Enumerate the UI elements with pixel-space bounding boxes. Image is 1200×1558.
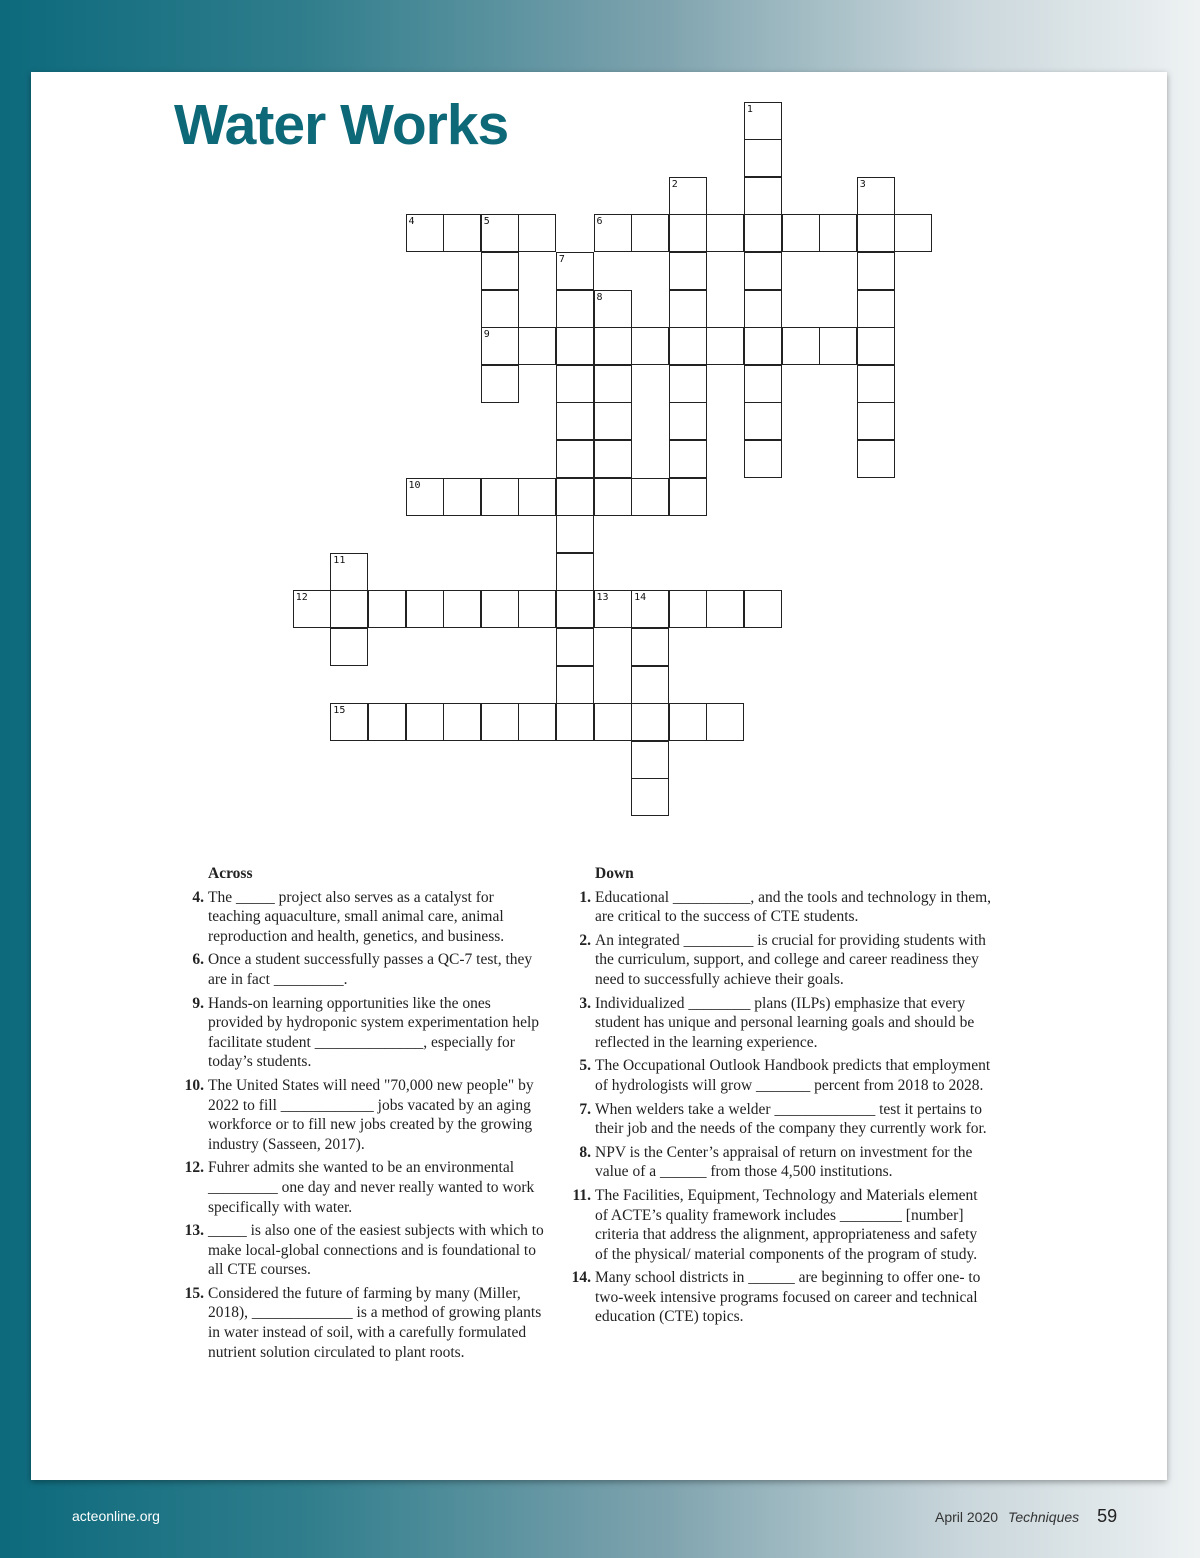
cell-number: 12 [295, 592, 308, 604]
cell-number: 4 [408, 216, 415, 228]
clue-item [562, 1268, 992, 1327]
clue-text: Individualized ________ plans (ILPs) emphasize that every student has unique and personal learning goals and should be reflected in the learning experience. [595, 994, 975, 1051]
clue-number: 15. [184, 1284, 204, 1302]
clue-text: The _____ project also serves as a catalyst for teaching aquaculture, small animal care, animal reproduction and health, genetics, and business. [208, 888, 505, 945]
clue-number: 6. [192, 951, 204, 969]
clue-text: The Occupational Outlook Handbook predicts that employment of hydrologists will grow _______ percent from 2018 to 2028. [595, 1057, 991, 1094]
cell-number: 5 [483, 216, 490, 228]
clue-item [175, 1221, 545, 1280]
clue-item [175, 1158, 545, 1217]
cell-number: 7 [558, 253, 565, 265]
clue-text: Educational __________, and the tools and technology in them, are critical to the success of CTE students. [595, 888, 992, 926]
clue-number: 10. [184, 1076, 204, 1094]
cell-number: 10 [408, 479, 421, 491]
cell-number: 8 [596, 291, 603, 303]
clue-number: 11. [572, 1186, 591, 1204]
cell-number: 2 [671, 178, 678, 190]
clue-number: 13. [184, 1222, 204, 1240]
clue-number: 9. [192, 994, 204, 1012]
clue-number: 7. [579, 1100, 591, 1118]
clue-number: 3. [579, 994, 591, 1012]
cell-number: 3 [859, 178, 866, 190]
clue-item [562, 931, 992, 990]
clue-number: 4. [192, 888, 204, 906]
clue-item [175, 994, 545, 1072]
clue-text: Many school districts in ______ are beginning to offer one- to two-week intensive programs focused on career and technical education (CTE) topics. [595, 1269, 981, 1326]
footer-site[interactable]: acteonline.org [72, 1508, 160, 1524]
clue-number: 1. [579, 888, 591, 906]
clue-text: The Facilities, Equipment, Technology and Materials element of ACTE’s quality framework includes ________ [number] criteria that address the alignment, appropriateness and safety of the physical/ material components of the program of study. [595, 1186, 978, 1263]
clue-number: 8. [579, 1143, 591, 1161]
clue-item [562, 1056, 992, 1095]
clue-item [562, 1186, 992, 1264]
clue-item [562, 888, 992, 927]
clue-number: 12. [184, 1159, 204, 1177]
cell-number: 14 [634, 592, 647, 604]
clue-text: Fuhrer admits she wanted to be an environmental _________ one day and never really wanted to work specifically with water. [208, 1159, 535, 1216]
clue-number: 5. [579, 1057, 591, 1075]
across-heading: Across [208, 865, 253, 882]
clue-item [175, 1284, 545, 1362]
footer-issue [935, 1506, 1117, 1527]
footer-date: April 2020 [935, 1509, 999, 1525]
clue-item [562, 994, 992, 1053]
clue-text: NPV is the Center’s appraisal of return on investment for the value of a ______ from those 4,500 institutions. [595, 1143, 973, 1181]
clue-item [175, 1076, 545, 1154]
down-clues [562, 864, 992, 1331]
cell-number: 6 [596, 216, 603, 228]
cell-number: 15 [333, 705, 346, 717]
cell-number: 9 [483, 329, 490, 341]
footer-magazine: Techniques [1008, 1509, 1080, 1525]
clue-number: 14. [571, 1269, 591, 1287]
clue-item [562, 1143, 992, 1182]
cell-number: 11 [333, 554, 346, 566]
clue-number: 2. [579, 931, 591, 949]
clue-item [175, 888, 545, 947]
clue-text: Hands-on learning opportunities like the ones provided by hydroponic system experimentation help facilitate student ______________, especially for today’s students. [208, 994, 540, 1071]
clue-text: Once a student successfully passes a QC-7 test, they are in fact _________. [208, 951, 533, 988]
clue-text: The United States will need "70,000 new people" by 2022 to fill ____________ jobs vacated by an aging workforce or to fill new jobs created by the growing industry (Sasseen, 2017). [208, 1076, 534, 1153]
page-number: 59 [1097, 1506, 1118, 1526]
page-title: Water Works [174, 93, 509, 157]
cell-number: 13 [596, 592, 609, 604]
clue-item [562, 1100, 992, 1139]
cell-number: 1 [746, 103, 753, 115]
clue-text: An integrated _________ is crucial for providing students with the curriculum, support, and college and career readiness they need to successfully achieve their goals. [595, 931, 986, 988]
clue-item [175, 950, 545, 989]
across-clues [175, 864, 545, 1366]
clue-text: When welders take a welder _____________ test it pertains to their job and the needs of the company they currently work for. [595, 1100, 987, 1138]
clue-text: Considered the future of farming by many (Miller, 2018), _____________ is a method of growing plants in water instead of soil, with a carefully formulated nutrient solution circulated to plant roots. [208, 1284, 542, 1361]
down-heading: Down [595, 865, 634, 882]
clue-text: _____ is also one of the easiest subjects with which to make local-global connections and is foundational to all CTE courses. [208, 1222, 544, 1279]
